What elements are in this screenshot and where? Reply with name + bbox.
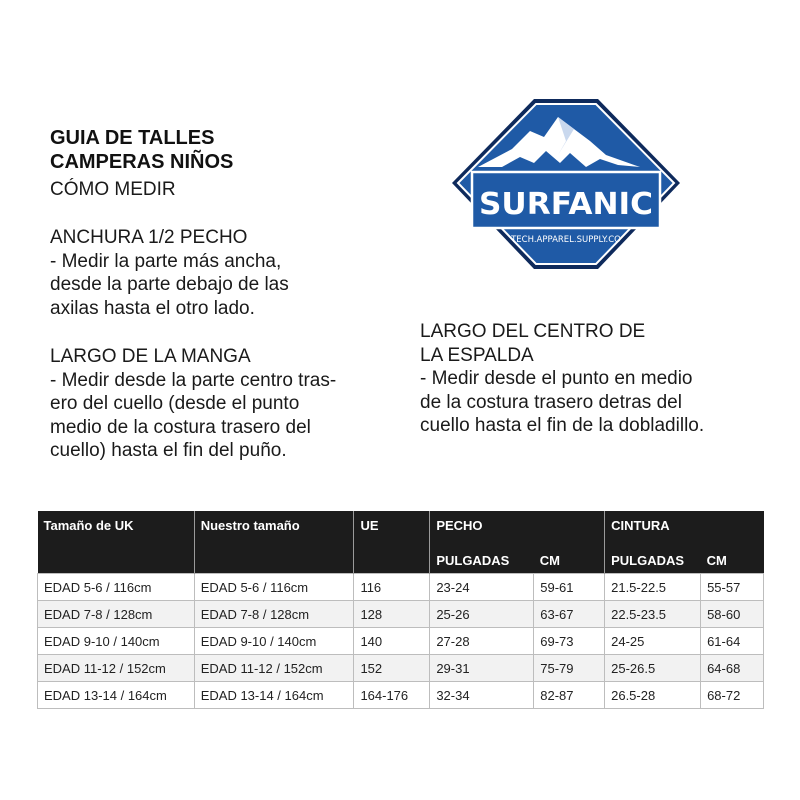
title-line-1: GUIA DE TALLES	[50, 127, 215, 149]
cell-our-size: EDAD 13-14 / 164cm	[194, 682, 354, 709]
cell-eu: 116	[354, 574, 430, 601]
cell-chest-cm: 59-61	[534, 574, 605, 601]
size-chart-table	[37, 511, 764, 709]
title-line-2: CAMPERAS NIÑOS	[50, 151, 234, 173]
cell-chest-inches: 29-31	[430, 655, 534, 682]
cell-chest-cm: 69-73	[534, 628, 605, 655]
cell-waist-inches: 26.5-28	[605, 682, 701, 709]
header-chest-inches: PULGADAS	[430, 547, 534, 574]
cell-our-size: EDAD 9-10 / 140cm	[194, 628, 354, 655]
cell-waist-inches: 24-25	[605, 628, 701, 655]
logo-brand: SURFANIC	[479, 187, 653, 222]
cell-uk-size: EDAD 5-6 / 116cm	[38, 574, 195, 601]
table-row	[38, 655, 764, 682]
cell-uk-size: EDAD 9-10 / 140cm	[38, 628, 195, 655]
cell-waist-inches: 25-26.5	[605, 655, 701, 682]
instruction-title: ANCHURA 1/2 PECHO	[50, 227, 248, 248]
instruction-line: axilas hasta el otro lado.	[50, 297, 255, 319]
cell-eu: 152	[354, 655, 430, 682]
cell-our-size: EDAD 5-6 / 116cm	[194, 574, 354, 601]
instruction-title: LA ESPALDA	[420, 344, 534, 366]
cell-waist-inches: 22.5-23.5	[605, 601, 701, 628]
instruction-line: cuello hasta el fin de la dobladillo.	[420, 415, 705, 436]
cell-waist-cm: 61-64	[701, 628, 764, 655]
cell-chest-inches: 25-26	[430, 601, 534, 628]
instruction-back-length	[420, 320, 780, 438]
cell-waist-cm: 58-60	[701, 601, 764, 628]
cell-uk-size: EDAD 11-12 / 152cm	[38, 655, 195, 682]
cell-uk-size: EDAD 13-14 / 164cm	[38, 682, 195, 709]
header-chest: PECHO	[430, 511, 605, 547]
cell-chest-cm: 63-67	[534, 601, 605, 628]
cell-waist-inches: 21.5-22.5	[605, 574, 701, 601]
table-row	[38, 574, 764, 601]
instruction-title: LARGO DEL CENTRO DE	[420, 321, 646, 342]
cell-chest-inches: 32-34	[430, 682, 534, 709]
cell-chest-inches: 27-28	[430, 628, 534, 655]
instruction-chest-width	[50, 226, 380, 320]
cell-waist-cm: 55-57	[701, 574, 764, 601]
cell-chest-inches: 23-24	[430, 574, 534, 601]
table-row	[38, 628, 764, 655]
cell-eu: 128	[354, 601, 430, 628]
logo-tagline: TECH.APPAREL.SUPPLY.CO	[511, 235, 621, 245]
cell-our-size: EDAD 11-12 / 152cm	[194, 655, 354, 682]
instruction-sleeve-length	[50, 345, 395, 463]
header-our-size: Nuestro tamaño	[194, 511, 354, 574]
cell-chest-cm: 82-87	[534, 682, 605, 709]
cell-waist-cm: 64-68	[701, 655, 764, 682]
instruction-line: - Medir desde la parte centro tras-	[50, 369, 337, 391]
instruction-line: cuello) hasta el fin del puño.	[50, 440, 287, 461]
instruction-line: medio de la costura trasero del	[50, 416, 311, 438]
header-eu: UE	[354, 511, 430, 574]
cell-eu: 140	[354, 628, 430, 655]
header-waist: CINTURA	[605, 511, 764, 547]
instruction-line: - Medir la parte más ancha,	[50, 250, 282, 272]
cell-chest-cm: 75-79	[534, 655, 605, 682]
page-subtitle: CÓMO MEDIR	[50, 179, 176, 200]
surfanic-logo	[450, 97, 682, 273]
instruction-line: ero del cuello (desde el punto	[50, 393, 300, 414]
cell-our-size: EDAD 7-8 / 128cm	[194, 601, 354, 628]
instruction-line: desde la parte debajo de las	[50, 274, 289, 295]
cell-uk-size: EDAD 7-8 / 128cm	[38, 601, 195, 628]
instruction-line: de la costura trasero detras del	[420, 391, 682, 413]
instruction-title: LARGO DE LA MANGA	[50, 346, 251, 367]
header-chest-cm: CM	[534, 547, 605, 574]
cell-eu: 164-176	[354, 682, 430, 709]
header-waist-cm: CM	[701, 547, 764, 574]
table-row	[38, 682, 764, 709]
header-uk-size: Tamaño de UK	[38, 511, 195, 574]
table-row	[38, 601, 764, 628]
instruction-line: - Medir desde el punto en medio	[420, 368, 693, 389]
cell-waist-cm: 68-72	[701, 682, 764, 709]
header-waist-inches: PULGADAS	[605, 547, 701, 574]
page-title	[50, 126, 233, 174]
